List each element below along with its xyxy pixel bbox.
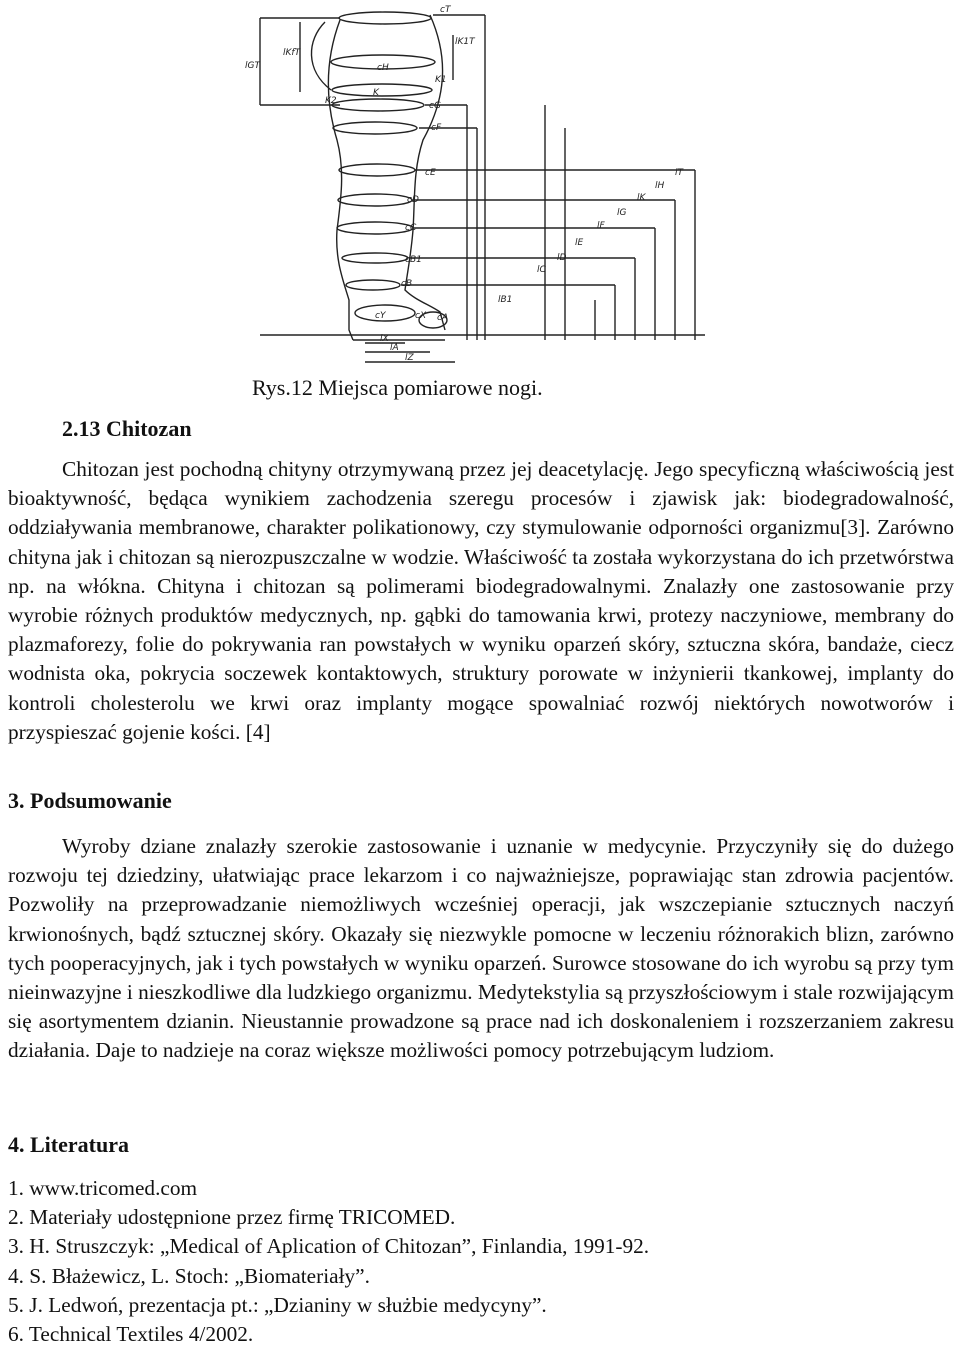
leg-measurement-diagram xyxy=(245,0,715,370)
label-lH: lH xyxy=(655,181,665,191)
label-cB: cB xyxy=(401,279,413,289)
chitozan-paragraph xyxy=(8,455,954,747)
label-lX: lX xyxy=(380,334,389,344)
label-lGT: lGT xyxy=(245,61,260,71)
reference-item: 2. Materiały udostępnione przez firmę TRICOMED. xyxy=(8,1205,456,1230)
label-cC: cC xyxy=(405,223,417,233)
podsumowanie-paragraph-text: Wyroby dziane znalazły szerokie zastosowanie i uznanie w medycynie. Przyczyniły się do dużego rozwoju tej dziedziny, ułatwiając prace lekarzom i co najważniejsze, poprawiając stan zdrowia pacjentów. Pozwoliły na przeprowadzanie niemożliwych wcześniej operacji, jak wszczepianie sztucznych naczyń krwionośnych, bądź sztucznej skóry. Okazały się niezwykle pomocne w leczeniu różnorakich blizn, zarówno tych pooperacyjnych, jak i tych powstałych w wyniku oparzeń. Surowce stosowane do ich wyrobu są przy tym nieinwazyjne i nieszkodliwe dla ludzkiego organizmu. Medytekstylia są przyszłościowym i stale rozwijającym się asortymentem dzianin. Nieustannie prowadzone są prace nad ich doskonaleniem i rozszerzaniem zakresu działania. Daje to nadzieje na coraz większe możliwości pomocy potrzebującym ludziom. xyxy=(8,834,954,1063)
ring-cD xyxy=(338,194,412,206)
podsumowanie-paragraph xyxy=(8,832,954,1066)
label-cA: cA xyxy=(437,313,449,323)
label-cG: cG xyxy=(429,101,441,111)
ring-cB1 xyxy=(342,253,408,263)
section-heading-literatura: 4. Literatura xyxy=(8,1132,129,1157)
label-lKfT: lKfT xyxy=(283,48,301,58)
label-lK: lK xyxy=(637,193,646,203)
label-lE: lE xyxy=(575,238,584,248)
label-cD: cD xyxy=(407,195,419,205)
chitozan-paragraph-text: Chitozan jest pochodną chityny otrzymywaną przez jej deacetylację. Jego specyficzną właściwością jest bioaktywność, będąca wynikiem zachodzenia szeregu procesów i zjawisk jak: biodegradowalność, oddziaływania membranowe, charakter polikationowy, czy stymulowanie odporności organizmu[3]. Zarówno chityna jak i chitozan są nierozpuszczalne w wodzie. Właściwość ta została wykorzystana do ich przetwórstwa np. na włókna. Chityna i chitozan są polimerami biodegradowalnymi. Znalazły one zastosowanie przy wyrobie różnych produktów medycznych, np. gąbki do tamowania krwi, protezy naczyniowe, membrany do plazmaforezy, folie do pokrywania ran powstałych w wyniku oparzeń skóry, sztuczna skóra, bandaże, ciecz wodnista oka, pokrycia soczewek kontaktowych, struktury porowate w inżynierii tkankowej, implanty do kontroli cholesterolu we krwi oraz implanty mogące spowalniać rozwój niektórych nowotworów i przyspieszać gojenie kości. [4] xyxy=(8,457,954,744)
label-cB1: cB1 xyxy=(405,255,422,265)
label-lC: lC xyxy=(537,265,546,275)
label-K: K xyxy=(373,88,379,98)
label-lF: lF xyxy=(597,221,605,231)
ring-K xyxy=(332,84,432,96)
label-lK1T: lK1T xyxy=(455,37,475,47)
label-lB1: lB1 xyxy=(498,295,513,305)
ring-cT xyxy=(339,12,431,24)
label-lT: lT xyxy=(675,168,683,178)
section-heading-chitozan: 2.13 Chitozan xyxy=(62,416,192,441)
reference-item: 5. J. Ledwoń, prezentacja pt.: „Dzianiny w służbie medycyny”. xyxy=(8,1292,547,1317)
label-cX: cX xyxy=(415,311,427,321)
ring-cB xyxy=(346,280,400,290)
label-K2: K2 xyxy=(325,96,337,106)
label-lG: lG xyxy=(617,208,627,218)
label-cY: cY xyxy=(375,311,386,321)
ring-cG xyxy=(332,99,424,111)
reference-item: 3. H. Struszczyk: „Medical of Aplication of Chitozan”, Finlandia, 1991-92. xyxy=(8,1234,650,1259)
label-lZ: lZ xyxy=(405,353,414,363)
label-K1: K1 xyxy=(435,75,447,85)
ring-cE xyxy=(339,164,415,176)
reference-item: 1. www.tricomed.com xyxy=(8,1176,198,1200)
reference-list xyxy=(8,1174,649,1349)
label-cF: cF xyxy=(431,123,442,133)
figure-caption: Rys.12 Miejsca pomiarowe nogi. xyxy=(252,375,543,400)
label-lA: lA xyxy=(390,343,399,353)
label-lD: lD xyxy=(557,253,567,263)
label-cH: cH xyxy=(377,63,389,73)
length-lines xyxy=(401,15,695,340)
ring-cF xyxy=(333,122,417,134)
label-cT: cT xyxy=(440,5,451,15)
reference-item: 4. S. Błażewicz, L. Stoch: „Biomateriały”. xyxy=(8,1263,370,1288)
reference-item: 6. Technical Textiles 4/2002. xyxy=(8,1322,254,1347)
ring-cC xyxy=(337,222,413,234)
label-cE: cE xyxy=(425,168,436,178)
section-heading-podsumowanie: 3. Podsumowanie xyxy=(8,788,172,813)
